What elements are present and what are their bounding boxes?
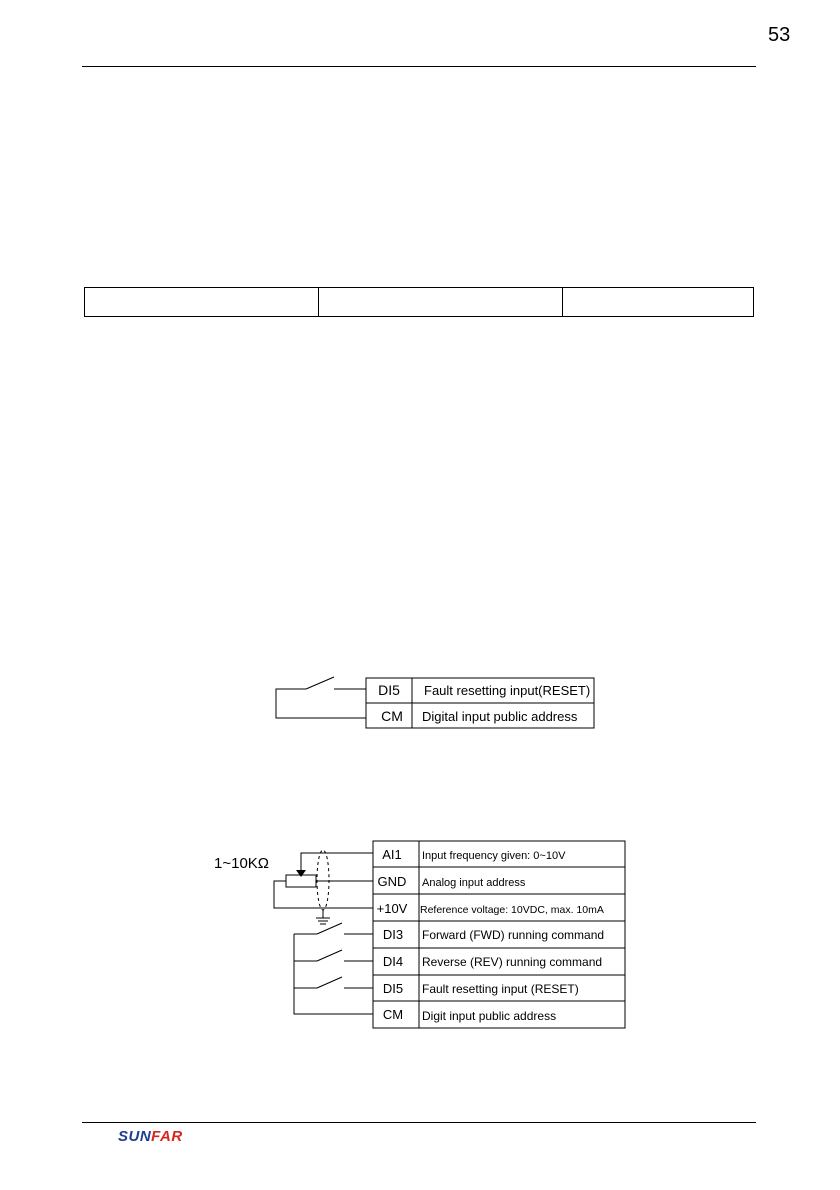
diagram2-desc-2: Reference voltage: 10VDC, max. 10mA xyxy=(420,904,604,916)
diagram2-terminal-0: AI1 xyxy=(382,847,402,862)
sunfar-logo xyxy=(118,1128,183,1145)
diagram1-terminal-0: DI5 xyxy=(378,682,400,698)
wiper-wire xyxy=(301,853,373,870)
footer-rule xyxy=(82,1122,756,1123)
diagram2-terminal-3: DI3 xyxy=(382,927,404,942)
diagram1-desc-0: Fault resetting input(RESET) xyxy=(424,683,591,698)
logo-part-far: FAR xyxy=(151,1128,183,1145)
diagram2-terminal-4: DI4 xyxy=(382,954,404,969)
diagram2-terminal-1: GND xyxy=(377,874,407,889)
shield xyxy=(317,850,329,910)
diagram2-terminal-5: DI5 xyxy=(382,981,404,996)
logo-part-sun: SUN xyxy=(118,1128,152,1145)
switch-fwd xyxy=(317,923,342,934)
ref-wire xyxy=(274,881,373,908)
diagram2-terminal-2: +10V xyxy=(376,901,408,916)
diagram2-desc-4: Reverse (REV) running command xyxy=(422,955,603,969)
page-number: 53 xyxy=(768,24,791,46)
switch-rev xyxy=(317,950,342,961)
diagram1-desc-1: Digital input public address xyxy=(422,709,578,724)
switch-reset xyxy=(317,977,342,988)
diagram2-terminal-6: CM xyxy=(382,1007,404,1022)
wiper-arrow-icon xyxy=(296,870,306,877)
diagram2-desc-5: Fault resetting input (RESET) xyxy=(422,982,579,996)
diagram2-desc-3: Forward (FWD) running command xyxy=(422,928,605,942)
diagram2-desc-6: Digit input public address xyxy=(422,1009,557,1023)
resistor-label: 1~10KΩ xyxy=(214,855,270,872)
diagram2-desc-1: Analog input address xyxy=(422,877,526,889)
diagram2-desc-0: Input frequency given: 0~10V xyxy=(422,850,566,862)
diagram1-terminal-1: CM xyxy=(381,708,403,724)
common-wire xyxy=(294,934,373,1014)
